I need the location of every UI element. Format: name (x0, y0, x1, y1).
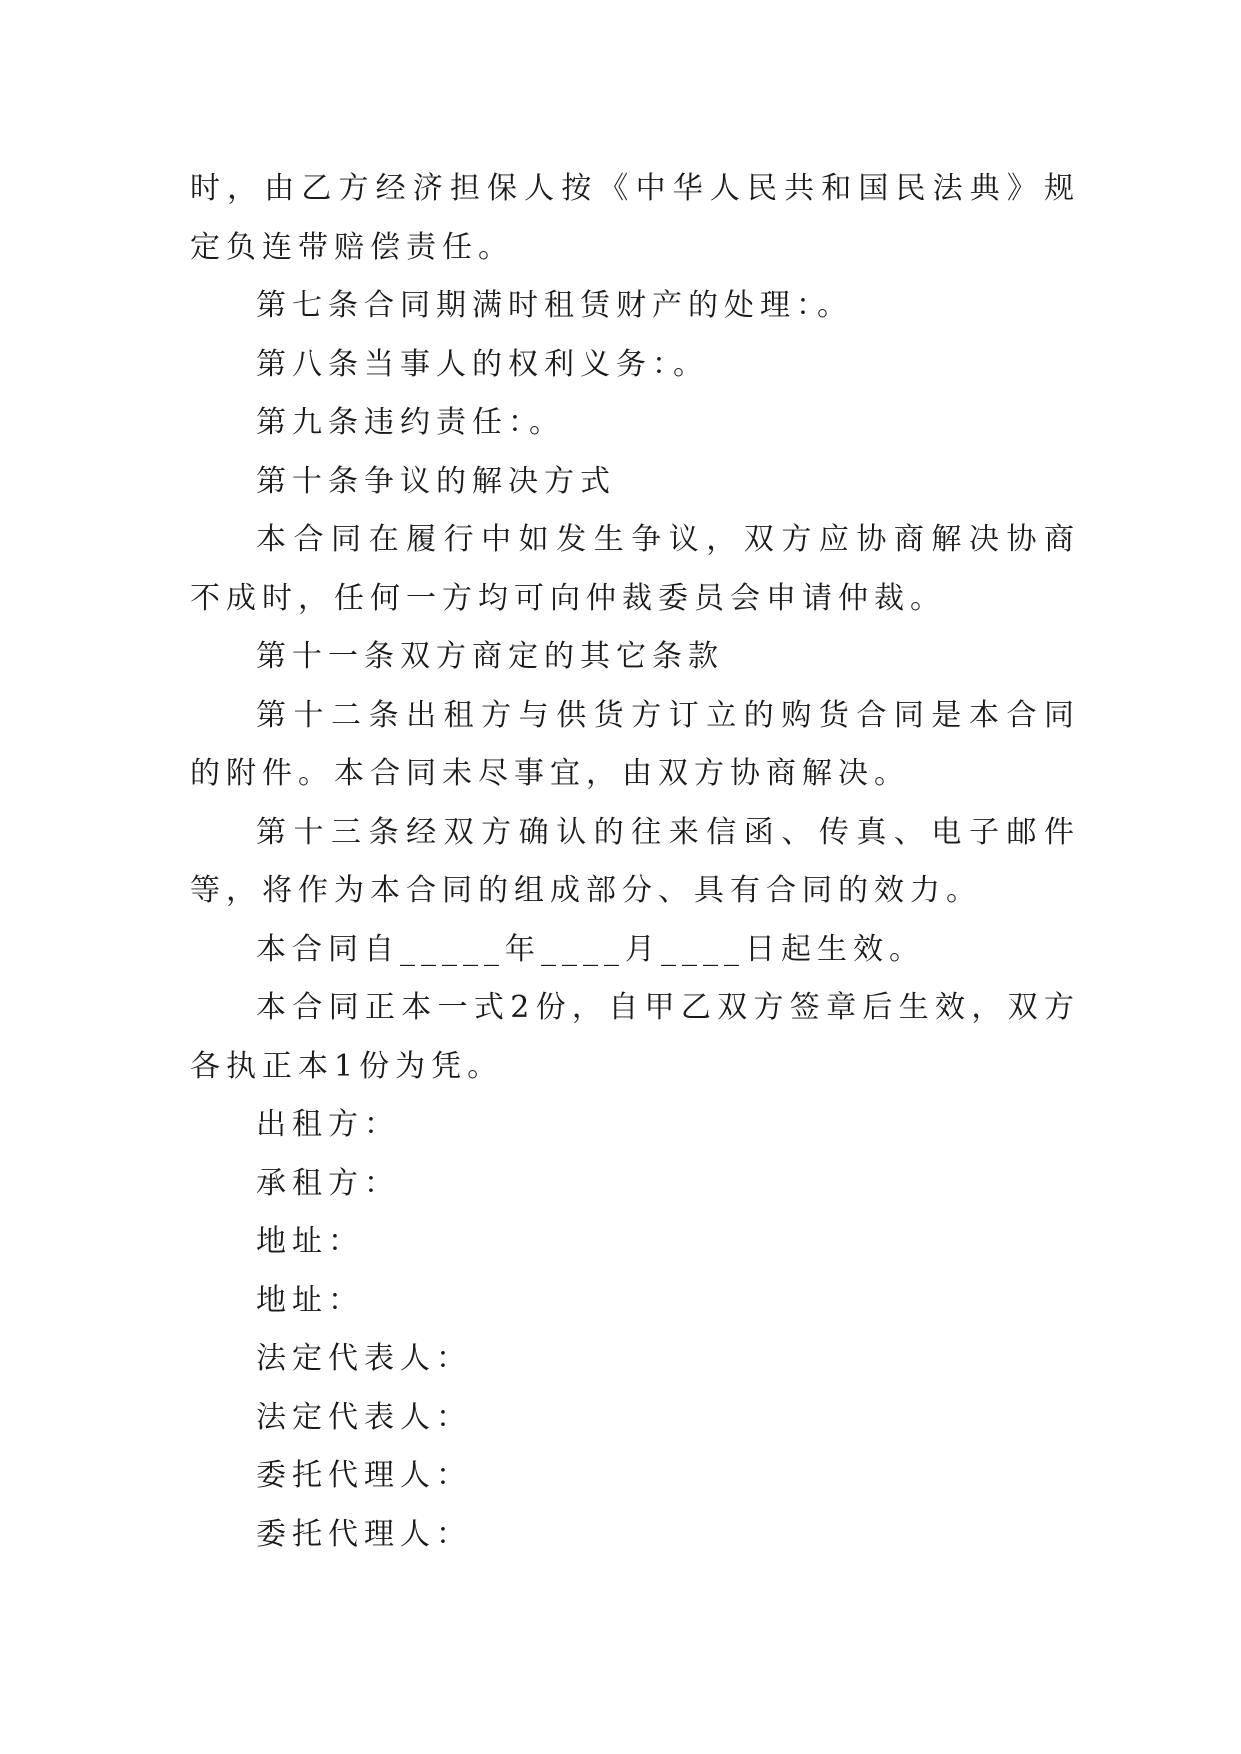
paragraph-article-7: 第七条合同期满时租赁财产的处理：。 (256, 288, 853, 323)
paragraph-article-13: 第十三条经双方确认的往来信函、传真、电子邮件等，将作为本合同的组成部分、具有合同的效力。 (190, 814, 1080, 908)
signature-lessee: 承租方： (256, 1165, 400, 1201)
paragraph-article-11: 第十一条双方商定的其它条款 (256, 639, 724, 674)
paragraph-article-10-body: 本合同在履行中如发生争议，双方应协商解决协商不成时，任何一方均可向仲裁委员会申请仲裁。 (190, 522, 1080, 616)
paragraph-article-12: 第十二条出租方与供货方订立的购货合同是本合同的附件。本合同未尽事宜，由双方协商解决。 (190, 697, 1080, 791)
paragraph-article-10-heading: 第十条争议的解决方式 (256, 463, 616, 499)
paragraph-effective-date: 本合同自_____年____月____日起生效。 (256, 931, 925, 967)
paragraph-article-9: 第九条违约责任：。 (256, 405, 565, 440)
signature-agent-lessor: 委托代理人： (256, 1458, 472, 1493)
paragraph-copies: 本合同正本一式2份，自甲乙双方签章后生效，双方各执正本1份为凭。 (190, 990, 1080, 1084)
signature-address-lessee: 地址： (256, 1282, 364, 1318)
signature-agent-lessee: 委托代理人： (256, 1516, 472, 1552)
signature-address-lessor: 地址： (256, 1224, 364, 1259)
signature-legal-rep-lessor: 法定代表人： (256, 1341, 472, 1376)
signature-legal-rep-lessee: 法定代表人： (256, 1399, 472, 1435)
document-page (190, 160, 1080, 1564)
paragraph-article-8: 第八条当事人的权利义务：。 (256, 346, 709, 382)
signature-lessor: 出租方： (256, 1107, 400, 1142)
paragraph-liability-continuation: 时，由乙方经济担保人按《中华人民共和国民法典》规定负连带赔偿责任。 (190, 171, 1080, 265)
